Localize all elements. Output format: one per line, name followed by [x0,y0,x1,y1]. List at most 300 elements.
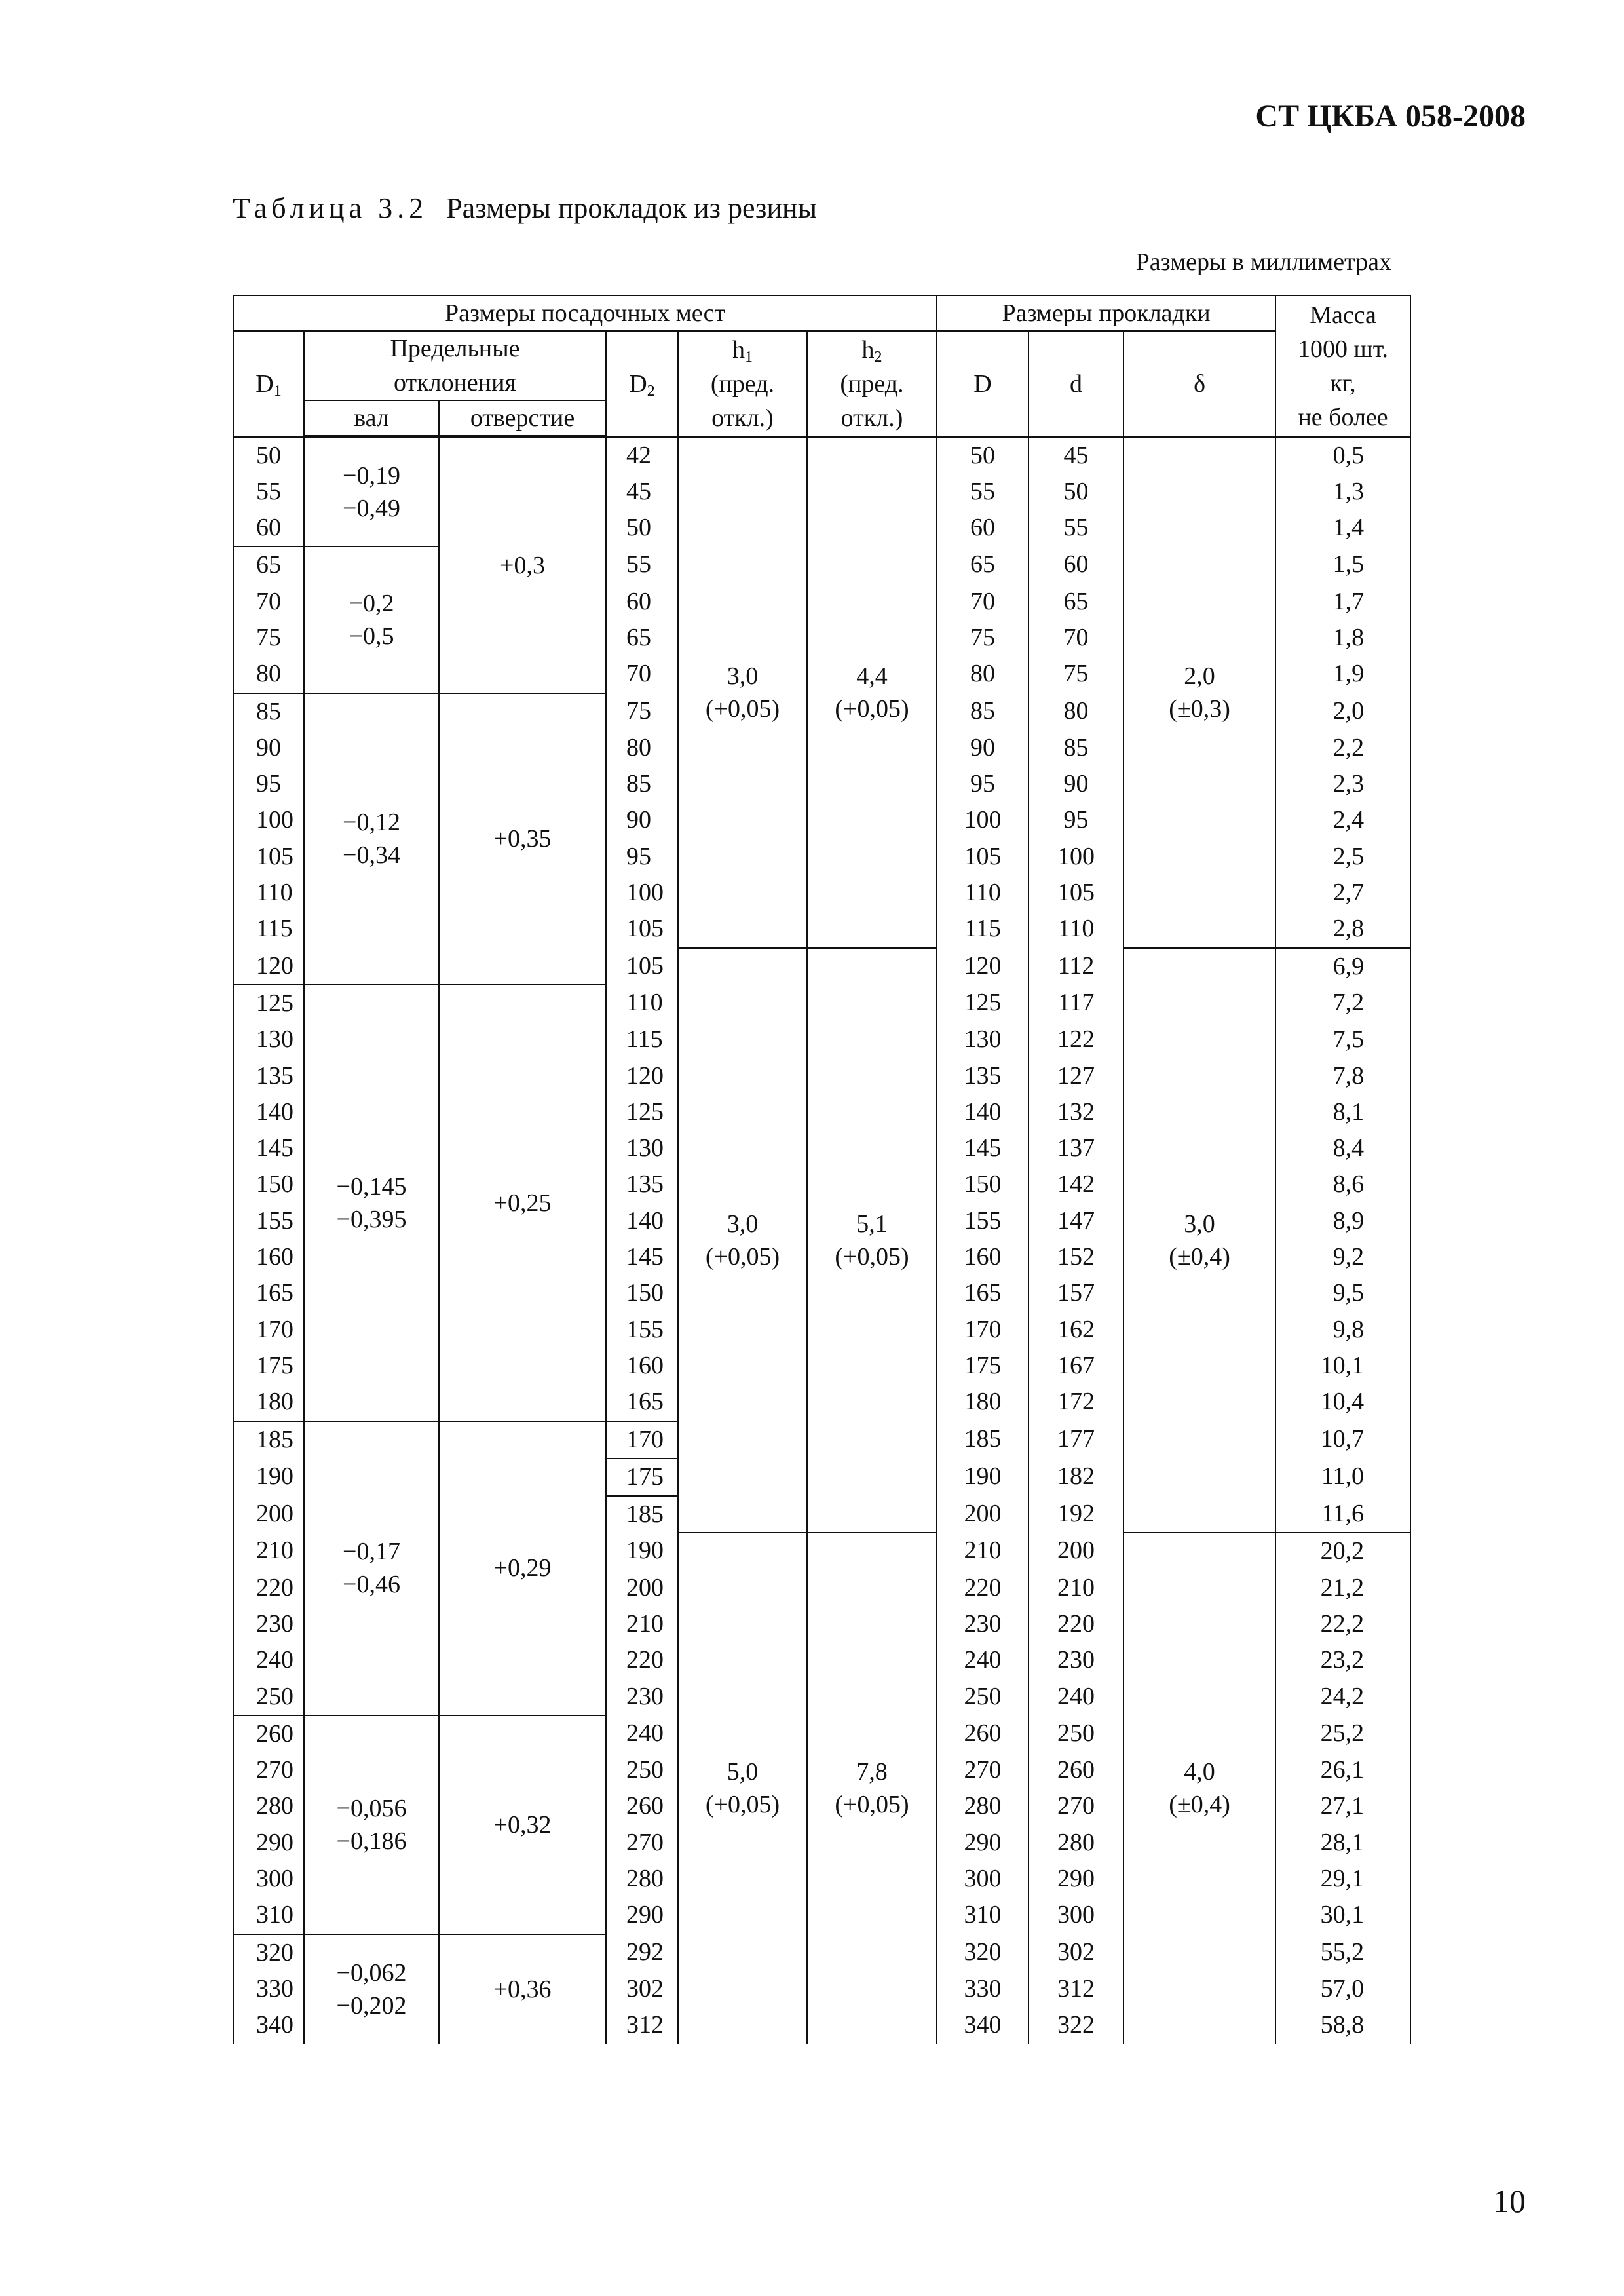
cell-mass: 21,2 [1275,1570,1410,1606]
cell-d1: 290 [233,1825,304,1861]
cell-outer-diameter: 240 [937,1642,1029,1678]
cell-d1: 85 [233,693,304,730]
cell-outer-diameter: 130 [937,1022,1029,1058]
cell-inner-diameter: 117 [1029,985,1124,1022]
cell-d2: 280 [606,1861,678,1897]
cell-hole-deviation [439,1421,606,1715]
cell-d2: 65 [606,620,678,656]
cell-shaft-deviation [304,437,439,547]
cell-d2: 125 [606,1094,678,1130]
cell-outer-diameter: 55 [937,474,1029,510]
cell-h1-line: (+0,05) [705,1791,780,1819]
cell-d1: 110 [233,875,304,911]
cell-inner-diameter: 182 [1029,1459,1124,1496]
cell-thickness [1124,1533,1275,2043]
cell-d2: 240 [606,1715,678,1752]
cell-d1: 170 [233,1312,304,1348]
cell-mass: 7,8 [1275,1058,1410,1094]
cell-outer-diameter: 320 [937,1934,1029,1971]
cell-outer-diameter: 70 [937,584,1029,620]
cell-h1 [678,948,807,1533]
cell-d1: 125 [233,985,304,1022]
header-h1: $h_1$ (пред. откл.) [678,331,807,437]
cell-d2: 80 [606,730,678,766]
cell-outer-diameter: 90 [937,730,1029,766]
cell-mass: 7,2 [1275,985,1410,1022]
cell-outer-diameter: 65 [937,546,1029,583]
cell-d2: 150 [606,1275,678,1311]
header-d1: $D_1$ [233,331,304,437]
cell-d1: 80 [233,656,304,693]
cell-d1: 230 [233,1606,304,1642]
cell-shaft-deviation-line: −0,34 [343,841,400,870]
cell-d1: 135 [233,1058,304,1094]
cell-d2: 100 [606,875,678,911]
cell-shaft-deviation-line: −0,49 [343,495,400,523]
cell-thickness-line: 3,0 [1184,1210,1215,1238]
cell-d1: 200 [233,1496,304,1533]
cell-d2: 270 [606,1825,678,1861]
cell-outer-diameter: 170 [937,1312,1029,1348]
cell-h2 [807,1533,937,2043]
cell-d2: 290 [606,1897,678,1934]
cell-shaft-deviation-line: −0,145 [336,1172,407,1200]
cell-inner-diameter: 80 [1029,693,1124,730]
cell-h2-line: 7,8 [856,1758,888,1786]
cell-shaft-deviation [304,546,439,693]
cell-mass: 2,2 [1275,730,1410,766]
cell-inner-diameter: 50 [1029,474,1124,510]
cell-shaft-deviation [304,985,439,1421]
cell-outer-diameter: 50 [937,437,1029,474]
cell-d2: 250 [606,1752,678,1788]
cell-outer-diameter: 135 [937,1058,1029,1094]
cell-h2 [807,948,937,1533]
cell-shaft-deviation-line: −0,056 [336,1794,407,1822]
cell-d1: 240 [233,1642,304,1678]
cell-mass: 8,1 [1275,1094,1410,1130]
cell-d1: 65 [233,546,304,583]
cell-d2: 85 [606,766,678,802]
cell-hole-deviation [439,437,606,693]
cell-outer-diameter: 100 [937,802,1029,838]
cell-d2: 90 [606,802,678,838]
cell-mass: 1,8 [1275,620,1410,656]
cell-outer-diameter: 280 [937,1788,1029,1824]
cell-outer-diameter: 210 [937,1533,1029,1569]
cell-d2: 105 [606,911,678,947]
cell-d1: 175 [233,1348,304,1384]
cell-d1: 310 [233,1897,304,1934]
cell-outer-diameter: 80 [937,656,1029,693]
cell-mass: 0,5 [1275,437,1410,474]
cell-mass: 1,4 [1275,510,1410,546]
cell-inner-diameter: 127 [1029,1058,1124,1094]
cell-thickness-line: (±0,3) [1169,695,1230,723]
header-d2: $D_2$ [606,331,678,437]
cell-inner-diameter: 157 [1029,1275,1124,1311]
cell-d2: 160 [606,1348,678,1384]
cell-inner-diameter: 200 [1029,1533,1124,1569]
cell-inner-diameter: 210 [1029,1570,1124,1606]
cell-d2: 302 [606,1971,678,2007]
cell-h2-line: (+0,05) [835,1243,909,1271]
header-seat-dimensions: Размеры посадочных мест [233,296,937,331]
cell-shaft-deviation [304,693,439,985]
cell-d2: 42 [606,437,678,474]
document-code: СТ ЦКБА 058-2008 [1255,99,1526,134]
cell-d2: 230 [606,1679,678,1715]
cell-inner-diameter: 142 [1029,1166,1124,1202]
table-row [233,437,1410,474]
cell-outer-diameter: 105 [937,839,1029,875]
cell-d1: 180 [233,1384,304,1421]
header-shaft: вал [304,400,439,437]
cell-d1: 250 [233,1679,304,1715]
cell-shaft-deviation-line: −0,12 [343,809,400,837]
cell-mass: 9,8 [1275,1312,1410,1348]
cell-shaft-deviation-line: −0,062 [336,1959,407,1987]
cell-mass: 25,2 [1275,1715,1410,1752]
cell-inner-diameter: 70 [1029,620,1124,656]
cell-shaft-deviation-line: −0,395 [336,1205,407,1233]
cell-inner-diameter: 110 [1029,911,1124,947]
cell-d2: 95 [606,839,678,875]
cell-d2: 50 [606,510,678,546]
cell-d1: 55 [233,474,304,510]
table-header [233,296,1410,437]
cell-outer-diameter: 300 [937,1861,1029,1897]
cell-h1-line: (+0,05) [705,1243,780,1271]
cell-inner-diameter: 65 [1029,584,1124,620]
cell-d1: 340 [233,2007,304,2043]
cell-mass: 10,1 [1275,1348,1410,1384]
cell-inner-diameter: 270 [1029,1788,1124,1824]
cell-h1-line: (+0,05) [705,695,780,723]
cell-d2: 200 [606,1570,678,1606]
cell-shaft-deviation-line: −0,202 [336,1991,407,2019]
cell-outer-diameter: 260 [937,1715,1029,1752]
cell-mass: 11,6 [1275,1496,1410,1533]
cell-d2: 155 [606,1312,678,1348]
cell-mass: 7,5 [1275,1022,1410,1058]
cell-outer-diameter: 85 [937,693,1029,730]
cell-outer-diameter: 75 [937,620,1029,656]
cell-inner-diameter: 60 [1029,546,1124,583]
cell-inner-diameter: 280 [1029,1825,1124,1861]
cell-outer-diameter: 175 [937,1348,1029,1384]
cell-inner-diameter: 122 [1029,1022,1124,1058]
cell-inner-diameter: 75 [1029,656,1124,693]
cell-mass: 1,3 [1275,474,1410,510]
cell-shaft-deviation [304,1421,439,1715]
cell-inner-diameter: 90 [1029,766,1124,802]
cell-hole-deviation-line: +0,35 [493,825,552,853]
cell-inner-diameter: 105 [1029,875,1124,911]
cell-d1: 185 [233,1421,304,1459]
cell-h1 [678,1533,807,2043]
cell-outer-diameter: 340 [937,2007,1029,2043]
cell-d1: 190 [233,1459,304,1496]
cell-mass: 2,8 [1275,911,1410,947]
cell-outer-diameter: 110 [937,875,1029,911]
cell-d2: 185 [606,1496,678,1533]
cell-mass: 55,2 [1275,1934,1410,1971]
cell-d1: 50 [233,437,304,474]
cell-hole-deviation-line: +0,3 [500,551,545,579]
cell-h1 [678,437,807,948]
cell-inner-diameter: 132 [1029,1094,1124,1130]
header-h2: $h_2$ (пред. откл.) [807,331,937,437]
cell-mass: 2,5 [1275,839,1410,875]
cell-inner-diameter: 147 [1029,1203,1124,1239]
header-inner-diameter: d [1029,331,1124,437]
cell-d2: 55 [606,546,678,583]
cell-d2: 70 [606,656,678,693]
cell-mass: 22,2 [1275,1606,1410,1642]
cell-d1: 105 [233,839,304,875]
cell-outer-diameter: 140 [937,1094,1029,1130]
cell-outer-diameter: 160 [937,1239,1029,1275]
cell-d2: 120 [606,1058,678,1094]
cell-outer-diameter: 290 [937,1825,1029,1861]
cell-outer-diameter: 250 [937,1679,1029,1715]
cell-hole-deviation [439,1715,606,1934]
cell-inner-diameter: 250 [1029,1715,1124,1752]
cell-inner-diameter: 112 [1029,948,1124,985]
cell-mass: 8,6 [1275,1166,1410,1202]
cell-mass: 29,1 [1275,1861,1410,1897]
cell-d1: 260 [233,1715,304,1752]
table-caption-title: Размеры прокладок из резины [446,192,818,224]
cell-d2: 105 [606,948,678,985]
cell-inner-diameter: 220 [1029,1606,1124,1642]
cell-outer-diameter: 185 [937,1421,1029,1459]
cell-d2: 45 [606,474,678,510]
cell-inner-diameter: 152 [1029,1239,1124,1275]
cell-d1: 210 [233,1533,304,1569]
cell-inner-diameter: 302 [1029,1934,1124,1971]
cell-d2: 165 [606,1384,678,1421]
cell-mass: 2,0 [1275,693,1410,730]
cell-mass: 9,2 [1275,1239,1410,1275]
cell-h1-line: 3,0 [727,1210,759,1238]
cell-mass: 20,2 [1275,1533,1410,1569]
cell-d2: 110 [606,985,678,1022]
cell-inner-diameter: 240 [1029,1679,1124,1715]
cell-d2: 145 [606,1239,678,1275]
cell-inner-diameter: 230 [1029,1642,1124,1678]
cell-outer-diameter: 270 [937,1752,1029,1788]
cell-thickness [1124,437,1275,948]
cell-outer-diameter: 125 [937,985,1029,1022]
cell-mass: 6,9 [1275,948,1410,985]
table-caption-label: Таблица 3.2 [233,192,428,224]
cell-thickness-line: 4,0 [1184,1758,1215,1786]
cell-h2-line: (+0,05) [835,1791,909,1819]
cell-inner-diameter: 312 [1029,1971,1124,2007]
cell-shaft-deviation-line: −0,46 [343,1571,400,1599]
cell-h1-line: 3,0 [727,662,759,690]
units-note: Размеры в миллиметрах [1135,248,1391,276]
cell-mass: 9,5 [1275,1275,1410,1311]
cell-thickness-line: 2,0 [1184,662,1215,690]
cell-shaft-deviation [304,1715,439,1934]
cell-shaft-deviation [304,1934,439,2044]
cell-d1: 160 [233,1239,304,1275]
cell-d1: 145 [233,1130,304,1166]
cell-outer-diameter: 165 [937,1275,1029,1311]
cell-mass: 1,7 [1275,584,1410,620]
cell-outer-diameter: 120 [937,948,1029,985]
cell-d2: 115 [606,1022,678,1058]
cell-d2: 60 [606,584,678,620]
cell-mass: 11,0 [1275,1459,1410,1496]
cell-inner-diameter: 100 [1029,839,1124,875]
header-outer-diameter: D [937,331,1029,437]
cell-inner-diameter: 192 [1029,1496,1124,1533]
cell-inner-diameter: 85 [1029,730,1124,766]
cell-d2: 170 [606,1421,678,1459]
cell-hole-deviation-line: +0,29 [493,1554,552,1582]
cell-d1: 300 [233,1861,304,1897]
cell-mass: 27,1 [1275,1788,1410,1824]
cell-h2-line: 5,1 [856,1210,888,1238]
header-gasket-dimensions: Размеры прокладки [937,296,1275,331]
cell-d1: 150 [233,1166,304,1202]
cell-outer-diameter: 115 [937,911,1029,947]
cell-mass: 8,9 [1275,1203,1410,1239]
cell-d1: 140 [233,1094,304,1130]
cell-d2: 135 [606,1166,678,1202]
cell-d1: 130 [233,1022,304,1058]
cell-d1: 165 [233,1275,304,1311]
table-caption [233,191,817,225]
cell-d1: 280 [233,1788,304,1824]
cell-thickness [1124,948,1275,1533]
cell-mass: 57,0 [1275,1971,1410,2007]
cell-inner-diameter: 172 [1029,1384,1124,1421]
header-deviations: Предельные отклонения [304,331,606,400]
cell-h2 [807,437,937,948]
cell-outer-diameter: 155 [937,1203,1029,1239]
header-mass: Масса 1000 шт. кг, не более [1275,296,1410,437]
cell-outer-diameter: 220 [937,1570,1029,1606]
cell-inner-diameter: 45 [1029,437,1124,474]
cell-mass: 26,1 [1275,1752,1410,1788]
cell-inner-diameter: 137 [1029,1130,1124,1166]
cell-d1: 120 [233,948,304,985]
cell-d1: 155 [233,1203,304,1239]
header-thickness: δ [1124,331,1275,437]
cell-d1: 220 [233,1570,304,1606]
table-body [233,437,1410,2044]
cell-inner-diameter: 300 [1029,1897,1124,1934]
cell-d2: 210 [606,1606,678,1642]
cell-d1: 95 [233,766,304,802]
cell-mass: 2,3 [1275,766,1410,802]
cell-outer-diameter: 95 [937,766,1029,802]
cell-mass: 10,4 [1275,1384,1410,1421]
cell-d2: 260 [606,1788,678,1824]
cell-outer-diameter: 180 [937,1384,1029,1421]
cell-thickness-line: (±0,4) [1169,1791,1230,1819]
header-hole: отверстие [439,400,606,437]
cell-mass: 1,9 [1275,656,1410,693]
cell-shaft-deviation-line: −0,17 [343,1538,400,1566]
cell-outer-diameter: 200 [937,1496,1029,1533]
cell-hole-deviation-line: +0,36 [493,1975,552,2003]
cell-inner-diameter: 162 [1029,1312,1124,1348]
cell-d1: 115 [233,911,304,947]
cell-hole-deviation [439,693,606,985]
cell-shaft-deviation-line: −0,5 [349,622,394,650]
cell-shaft-deviation-line: −0,2 [349,589,394,617]
cell-d2: 140 [606,1203,678,1239]
cell-d1: 90 [233,730,304,766]
cell-d1: 100 [233,802,304,838]
cell-d2: 292 [606,1934,678,1971]
cell-d1: 70 [233,584,304,620]
cell-d2: 190 [606,1533,678,1569]
cell-outer-diameter: 310 [937,1897,1029,1934]
cell-outer-diameter: 145 [937,1130,1029,1166]
cell-hole-deviation-line: +0,25 [493,1189,552,1217]
cell-outer-diameter: 150 [937,1166,1029,1202]
cell-shaft-deviation-line: −0,186 [336,1827,407,1855]
cell-h1-line: 5,0 [727,1758,759,1786]
cell-inner-diameter: 167 [1029,1348,1124,1384]
cell-d2: 130 [606,1130,678,1166]
cell-inner-diameter: 95 [1029,802,1124,838]
cell-thickness-line: (±0,4) [1169,1243,1230,1271]
gasket-dimensions-table [233,295,1410,2044]
cell-inner-diameter: 290 [1029,1861,1124,1897]
cell-d2: 220 [606,1642,678,1678]
cell-outer-diameter: 230 [937,1606,1029,1642]
cell-mass: 24,2 [1275,1679,1410,1715]
cell-d2: 75 [606,693,678,730]
cell-inner-diameter: 55 [1029,510,1124,546]
cell-mass: 10,7 [1275,1421,1410,1459]
cell-d2: 312 [606,2007,678,2043]
cell-hole-deviation-line: +0,32 [493,1810,552,1839]
cell-mass: 2,4 [1275,802,1410,838]
cell-mass: 2,7 [1275,875,1410,911]
cell-mass: 28,1 [1275,1825,1410,1861]
cell-mass: 1,5 [1275,546,1410,583]
cell-outer-diameter: 190 [937,1459,1029,1496]
cell-outer-diameter: 60 [937,510,1029,546]
cell-mass: 30,1 [1275,1897,1410,1934]
cell-d1: 320 [233,1934,304,1971]
cell-hole-deviation [439,985,606,1421]
cell-d2: 175 [606,1459,678,1496]
cell-inner-diameter: 260 [1029,1752,1124,1788]
cell-inner-diameter: 322 [1029,2007,1124,2043]
cell-mass: 58,8 [1275,2007,1410,2043]
cell-inner-diameter: 177 [1029,1421,1124,1459]
cell-h2-line: 4,4 [856,662,888,690]
cell-d1: 75 [233,620,304,656]
cell-h2-line: (+0,05) [835,695,909,723]
cell-mass: 8,4 [1275,1130,1410,1166]
cell-shaft-deviation-line: −0,19 [343,462,400,490]
cell-hole-deviation [439,1934,606,2044]
cell-d1: 270 [233,1752,304,1788]
cell-outer-diameter: 330 [937,1971,1029,2007]
page-number: 10 [1493,2183,1526,2219]
